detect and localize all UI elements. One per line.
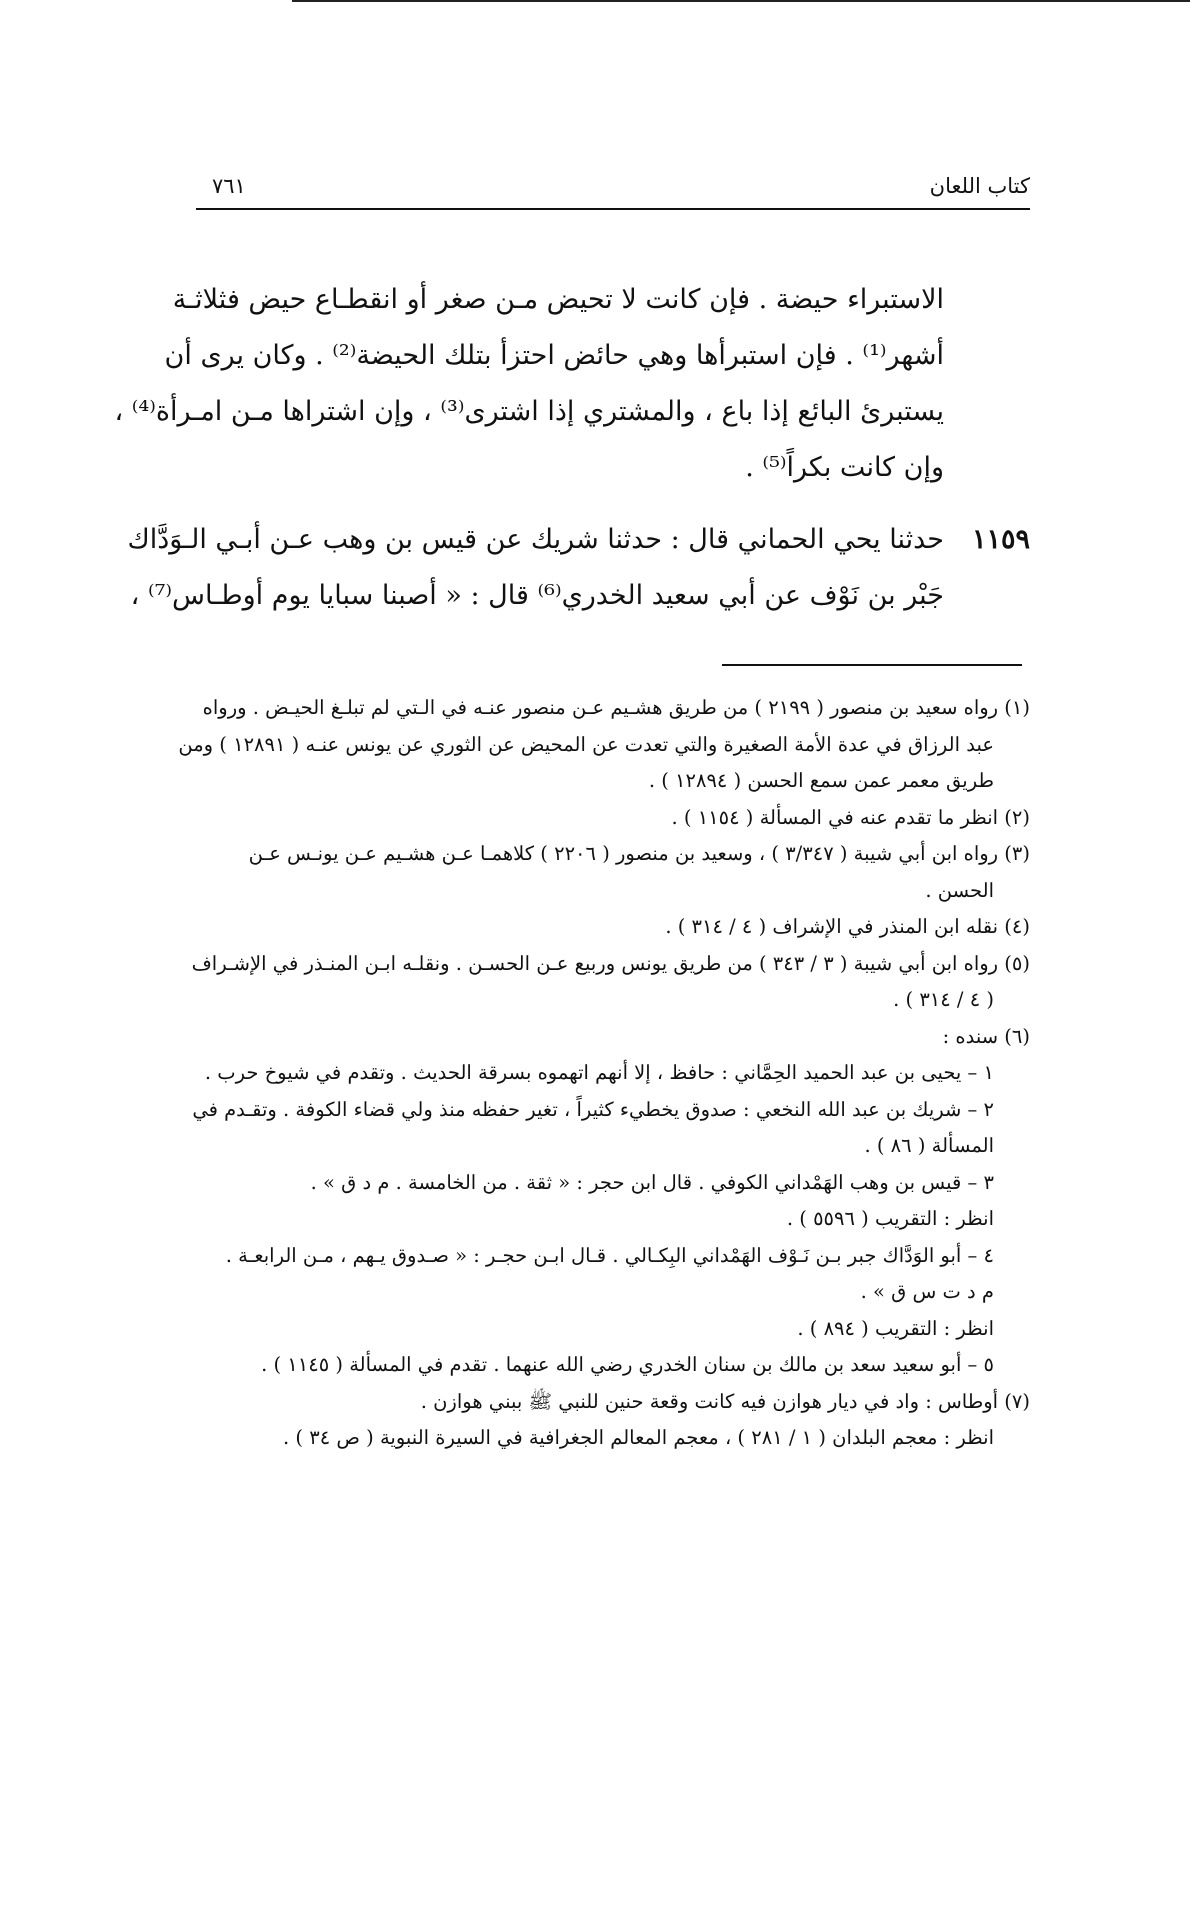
footnote-line: ٣ – قيس بن وهب الهَمْداني الكوفي . قال ابن حجر : « ثقة . من الخامسة . م د ق » . <box>310 1170 994 1194</box>
entry-line: جَبْر بن نَوْف عن أبي سعيد الخدري⁽⁶⁾ قال : « أصبنا سبايا يوم أوطـاس⁽⁷⁾ ، <box>130 580 944 611</box>
entry-body <box>127 512 944 624</box>
footnote-line: م د ت س ق » . <box>860 1280 994 1303</box>
main-text-line: الاستبراء حيضة . فإن كانت لا تحيض مـن صغر أو انقطـاع حيض فثلاثـة <box>172 284 944 315</box>
footnote-line: المسألة ( ٨٦ ) . <box>864 1134 994 1157</box>
footnote-line: عبد الرزاق في عدة الأمة الصغيرة والتي تعدت عن المحيض عن الثوري عن يونس عنـه ( ١٢٨٩١ ) ومن <box>178 732 994 756</box>
main-text-line: يستبرئ البائع إذا باع ، والمشتري إذا اشترى⁽³⁾ ، وإن اشتراها مـن امـرأة⁽⁴⁾ ، <box>114 396 944 427</box>
page-number: ٧٦١ <box>212 174 246 198</box>
footnote-line: ( ٤ / ٣١٤ ) . <box>893 988 994 1011</box>
footnote-line: انظر : معجم البلدان ( ١ / ٢٨١ ) ، معجم المعالم الجغرافية في السيرة النبوية ( ص ٣٤ ) . <box>283 1426 994 1449</box>
footnote-line: (٥) رواه ابن أبي شيبة ( ٣ / ٣٤٣ ) من طريق يونس وربيع عـن الحسـن . ونقلـه ابـن المنـذر في الإشـراف <box>191 951 1030 975</box>
top-border-line <box>292 0 1190 2</box>
footnote-line: (٦) سنده : <box>942 1024 1030 1048</box>
footnote-line: ١ – يحيى بن عبد الحميد الحِمَّاني : حافظ ، إلا أنهم اتهموه بسرقة الحديث . وتقدم في شيوخ حرب . <box>204 1061 994 1084</box>
book-title: كتاب اللعان <box>929 174 1030 198</box>
hadith-entry <box>127 512 1030 624</box>
footnote-separator <box>722 664 1022 666</box>
main-text-line: أشهر⁽¹⁾ . فإن استبرأها وهي حائض احتزأ بتلك الحيضة⁽²⁾ . وكان يرى أن <box>164 340 944 371</box>
page-header <box>196 172 1030 208</box>
entry-number: ١١٥٩ <box>971 524 1030 555</box>
footnote-line: (٤) نقله ابن المنذر في الإشراف ( ٤ / ٣١٤ ) . <box>665 915 1030 938</box>
main-text <box>114 272 944 496</box>
footnote-line: الحسن . <box>925 878 994 902</box>
footnote-line: (٢) انظر ما تقدم عنه في المسألة ( ١١٥٤ ) . <box>671 805 1030 829</box>
footnotes <box>178 690 1030 1457</box>
footnote-line: طريق معمر عمن سمع الحسن ( ١٢٨٩٤ ) . <box>648 769 994 792</box>
footnote-line: (١) رواه سعيد بن منصور ( ٢١٩٩ ) من طريق هشـيم عـن منصور عنـه في الـتي لم تبلـغ الحيـض . ورواه <box>202 696 1030 719</box>
footnote-line: ٤ – أبو الوَدَّاك جبر بـن نَـوْف الهَمْداني البِكـالي . قـال ابـن حجـر : « صـدوق يـهم ، مـن الرابعـة . <box>225 1243 994 1267</box>
footnote-line: انظر : التقريب ( ٨٩٤ ) . <box>797 1316 994 1340</box>
footnote-line: ٢ – شريك بن عبد الله النخعي : صدوق يخطيء كثيراً ، تغير حفظه منذ ولي قضاء الكوفة . وتقـدم في <box>192 1097 994 1121</box>
main-text-line: وإن كانت بكراً⁽⁵⁾ . <box>745 452 944 483</box>
footnote-line: (٧) أوطاس : واد في ديار هوازن فيه كانت وقعة حنين للنبي ﷺ ببني هوازن . <box>420 1389 1030 1413</box>
header-rule <box>196 208 1030 210</box>
footnote-line: (٣) رواه ابن أبي شيبة ( ٣/٣٤٧ ) ، وسعيد بن منصور ( ٢٢٠٦ ) كلاهمـا عـن هشـيم عـن يونـس عـن <box>248 842 1030 865</box>
footnote-line: انظر : التقريب ( ٥٥٩٦ ) . <box>786 1207 994 1230</box>
entry-line: حدثنا يحي الحماني قال : حدثنا شريك عن قيس بن وهب عـن أبـي الـوَدَّاك <box>127 524 944 555</box>
footnote-line: ٥ – أبو سعيد سعد بن مالك بن سنان الخدري رضي الله عنهما . تقدم في المسألة ( ١١٤٥ ) . <box>261 1353 994 1376</box>
